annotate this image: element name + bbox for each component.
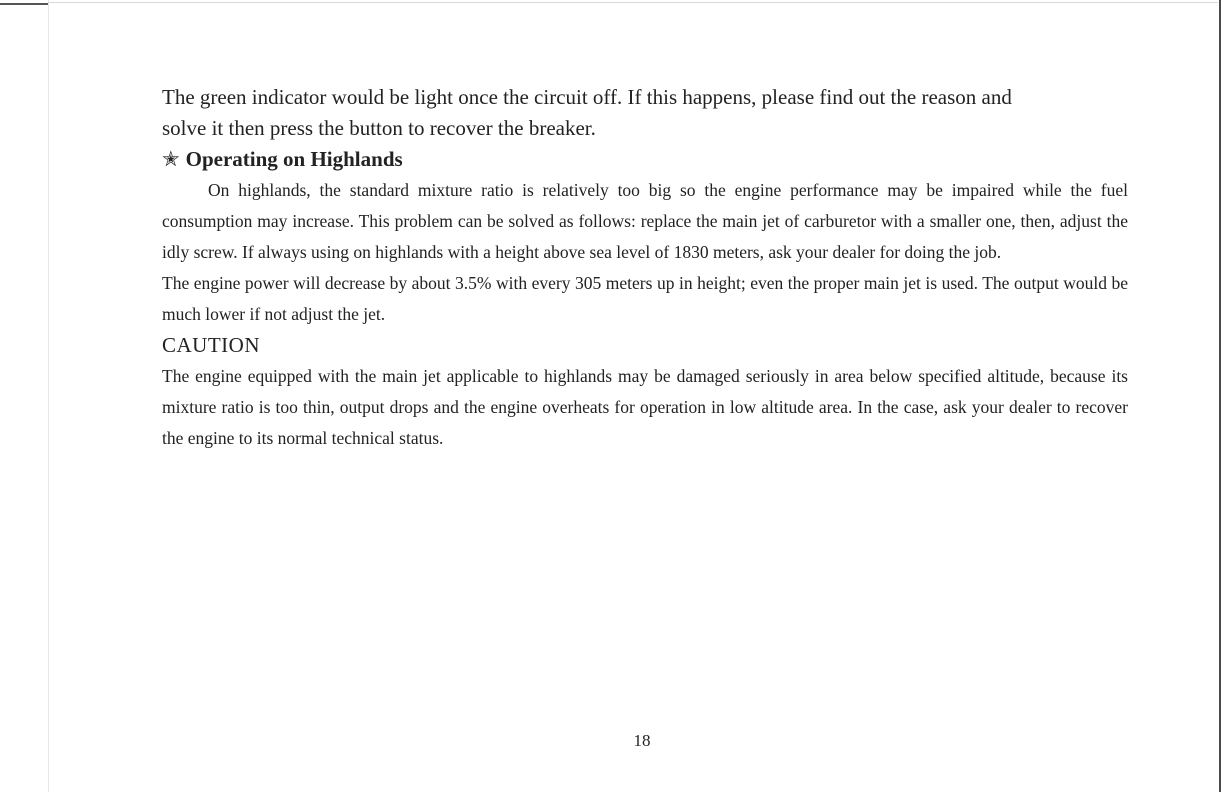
intro-line-2: solve it then press the button to recover the breaker. xyxy=(162,116,596,140)
intro-line-1: The green indicator would be light once the circuit off. If this happens, please find out the reason and xyxy=(162,85,1012,109)
scan-right-edge xyxy=(1219,0,1221,792)
scan-corner-mark xyxy=(0,3,48,5)
star-icon: ✭ xyxy=(162,147,180,171)
page-content xyxy=(162,82,1128,454)
section-heading xyxy=(162,144,1128,175)
scan-left-edge xyxy=(48,0,49,792)
page-number: 18 xyxy=(633,731,651,750)
power-decrease-paragraph: The engine power will decrease by about 3.5% with every 305 meters up in height; even the proper main jet is used. The output would be much lower if not adjust the jet. xyxy=(162,273,1128,324)
caution-label: CAUTION xyxy=(162,333,260,357)
highlands-paragraph: On highlands, the standard mixture ratio is relatively too big so the engine performance may be impaired while the fuel consumption may increase. This problem can be solved as follows: replace the main jet of carburetor with a smaller one, then, adjust the idly screw. If always using on highlands with a height above sea level of 1830 meters, ask your dealer for doing the job. xyxy=(162,180,1128,262)
caution-paragraph: The engine equipped with the main jet applicable to highlands may be damaged seriously in area below specified altitude, because its mixture ratio is too thin, output drops and the engine overheats for operation in low altitude area. In the case, ask your dealer to recover the engine to its normal technical status. xyxy=(162,366,1128,448)
section-heading-text: Operating on Highlands xyxy=(185,147,403,171)
scan-top-edge xyxy=(48,2,1218,3)
